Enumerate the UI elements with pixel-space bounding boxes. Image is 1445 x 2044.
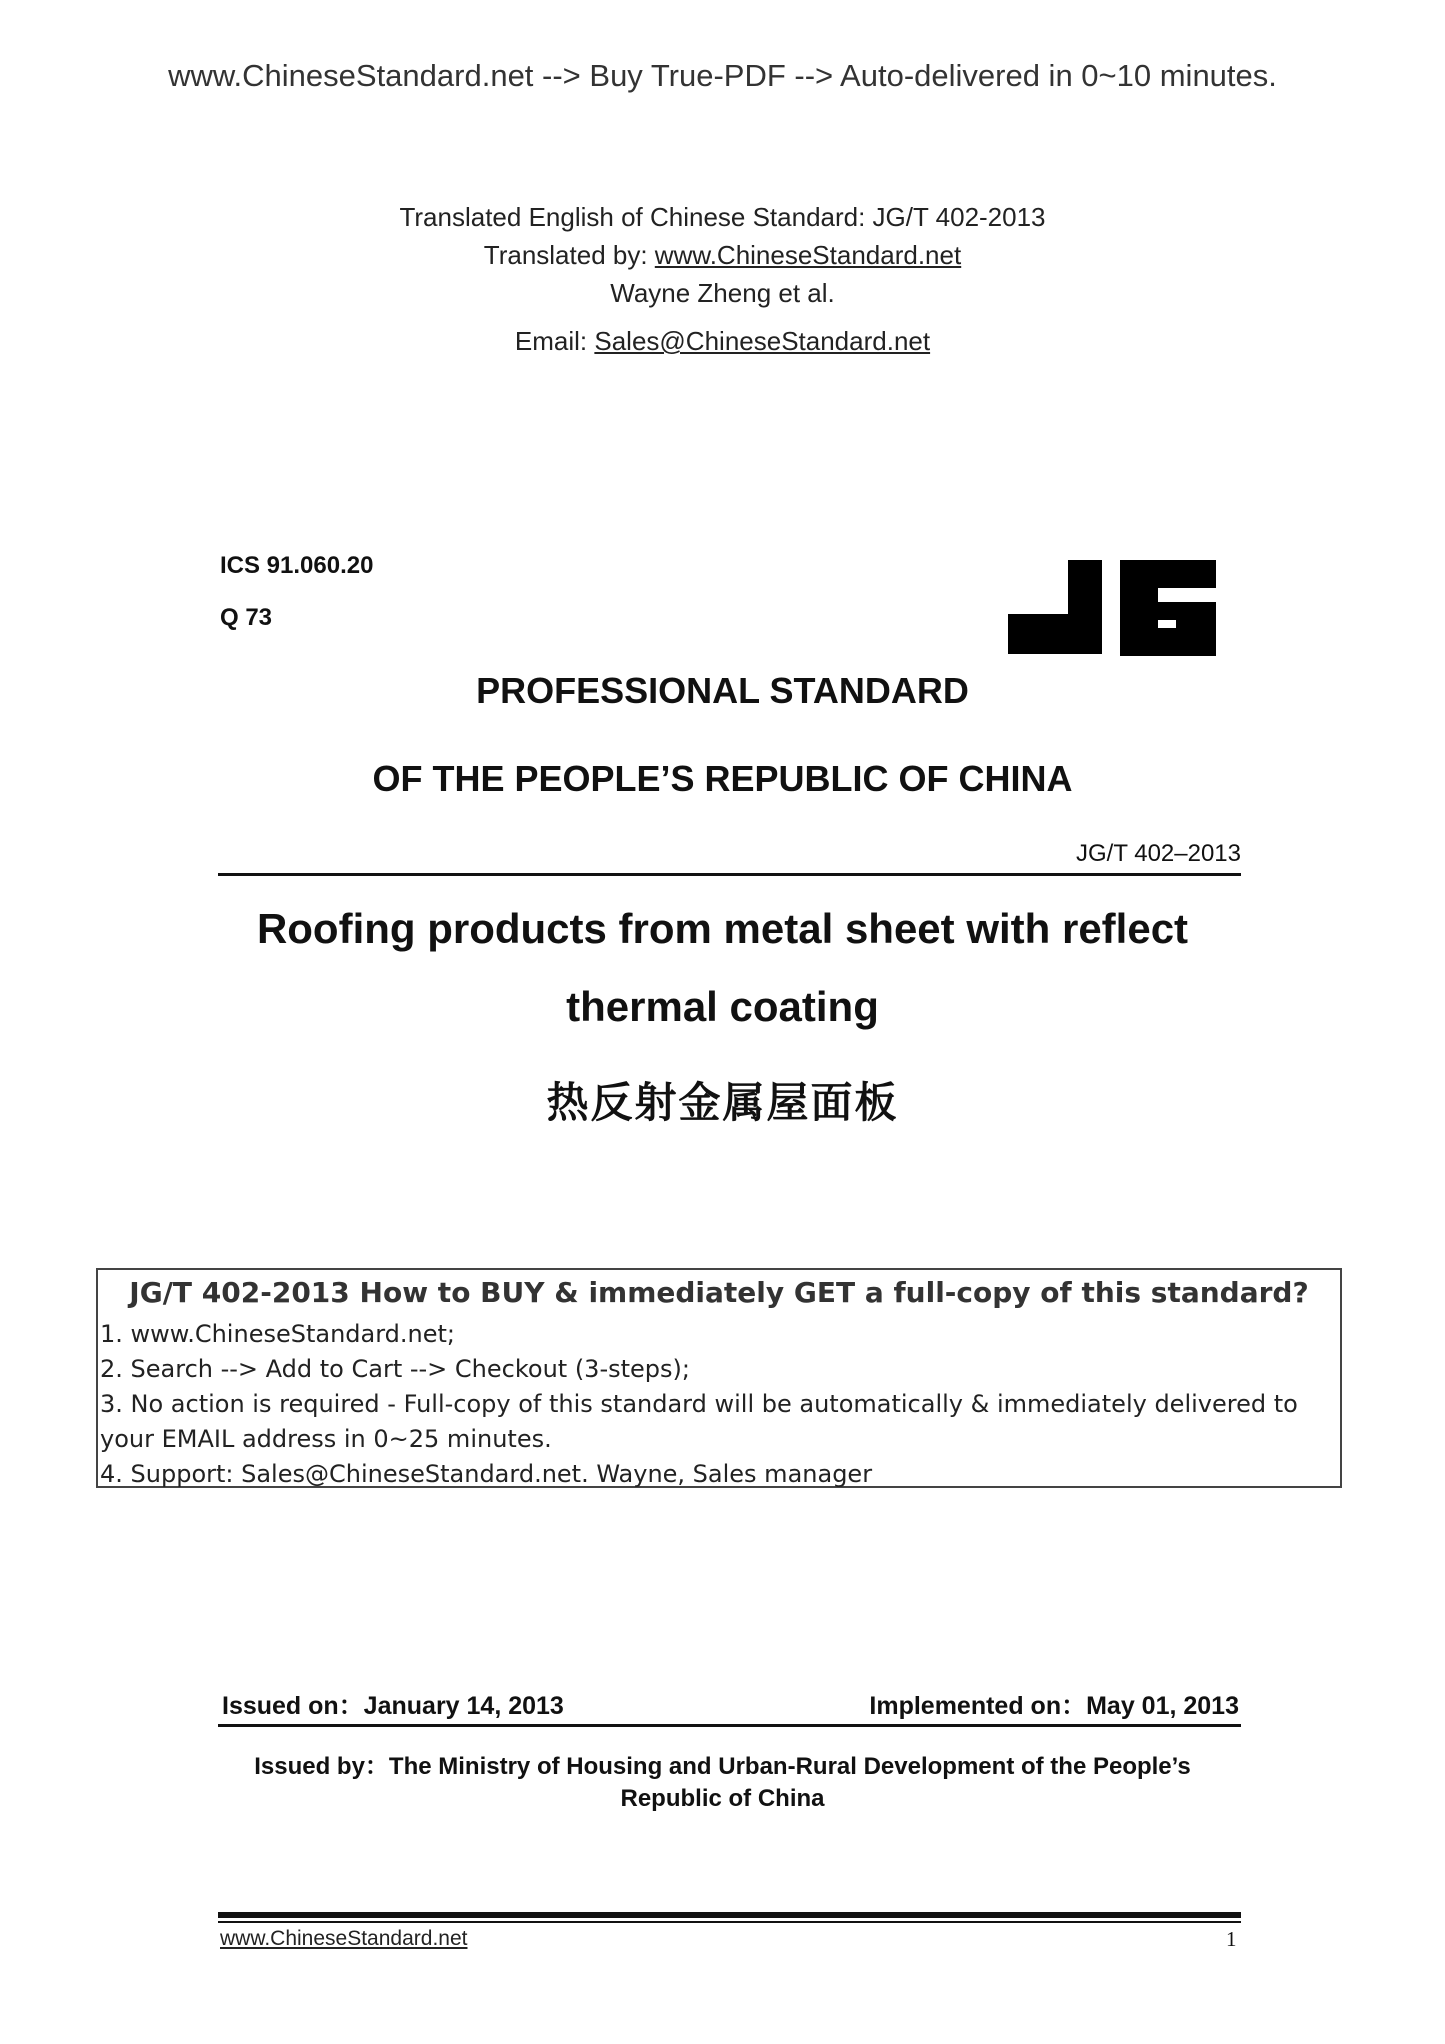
translated-by-link[interactable]: www.ChineseStandard.net — [654, 240, 962, 270]
standard-number: JG/T 402–2013 — [1075, 840, 1241, 867]
header-divider — [218, 873, 1241, 876]
standard-type-line2: OF THE PEOPLE’S REPUBLIC OF CHINA — [372, 758, 1073, 799]
issued-date: Issued on：January 14, 2013 — [222, 1692, 564, 1720]
email-link[interactable]: Sales@ChineseStandard.net — [594, 326, 931, 356]
title-en-line1: Roofing products from metal sheet with reflect — [256, 905, 1189, 952]
translator-name: Wayne Zheng et al. — [610, 278, 835, 308]
buy-step-3: 3. No action is required - Full-copy of this standard will be automatically & immediately delivered to — [100, 1390, 1298, 1418]
translated-by — [0, 240, 1445, 271]
buy-step-3-cont: your EMAIL address in 0~25 minutes. — [100, 1425, 552, 1453]
buy-step-1: 1. www.ChineseStandard.net; — [100, 1320, 456, 1348]
jg-logo — [1008, 556, 1216, 662]
issuer-line1: Issued by：The Ministry of Housing and Urban-Rural Development of the People’s — [254, 1753, 1191, 1780]
translation-title: Translated English of Chinese Standard: JG/T 402-2013 — [399, 202, 1046, 232]
title-en-line2: thermal coating — [566, 983, 879, 1030]
email-line — [0, 326, 1445, 357]
ccs-code: Q 73 — [220, 604, 273, 631]
footer-site-link[interactable]: www.ChineseStandard.net — [220, 1927, 468, 1950]
top-banner: www.ChineseStandard.net --> Buy True-PDF --> Auto-delivered in 0~10 minutes. — [168, 58, 1277, 93]
issuer-line2: Republic of China — [620, 1785, 825, 1812]
buy-box-heading: JG/T 402-2013 How to BUY & immediately GET a full-copy of this standard? — [129, 1276, 1309, 1309]
translated-by-label: Translated by: — [483, 240, 655, 270]
footer-divider-thick — [218, 1912, 1241, 1918]
page-number: 1 — [1226, 1927, 1237, 1951]
buy-info-box — [96, 1268, 1342, 1488]
buy-step-4: 4. Support: Sales@ChineseStandard.net. Wayne, Sales manager — [100, 1460, 873, 1488]
standard-type-line1: PROFESSIONAL STANDARD — [476, 670, 969, 711]
footer-divider-thin — [218, 1921, 1241, 1923]
title-cn: 热反射金属屋面板 — [546, 1078, 899, 1127]
buy-step-2: 2. Search --> Add to Cart --> Checkout (3-steps); — [100, 1355, 690, 1383]
ics-code: ICS 91.060.20 — [220, 552, 374, 579]
implemented-date: Implemented on：May 01, 2013 — [869, 1692, 1239, 1720]
dates-divider — [218, 1724, 1241, 1727]
email-label: Email: — [514, 326, 595, 356]
